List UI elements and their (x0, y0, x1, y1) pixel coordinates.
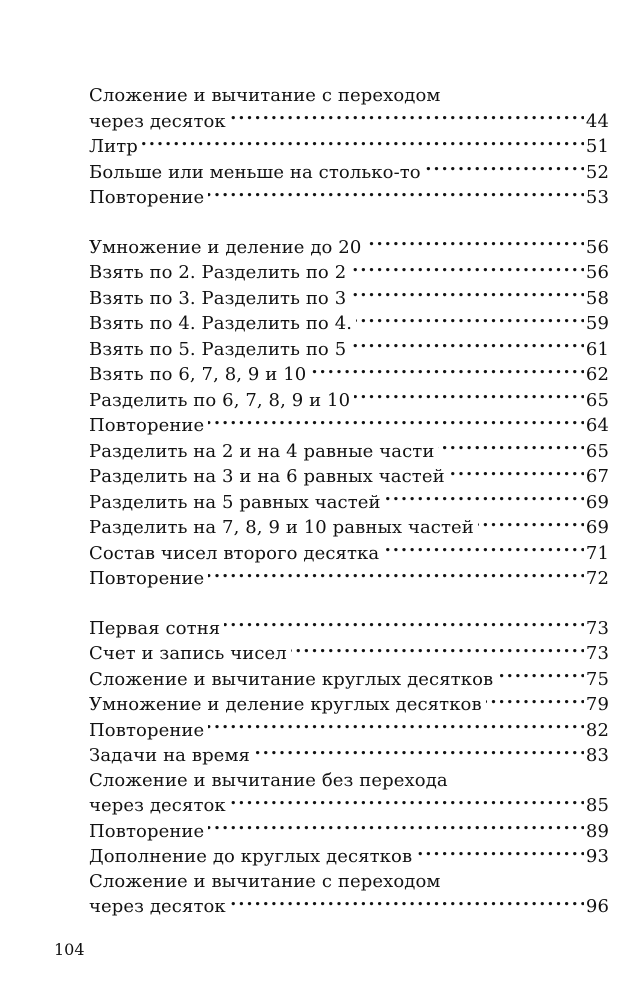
toc-entry-page: 58 (585, 287, 609, 309)
dot-leader (449, 464, 584, 482)
toc-line (89, 388, 609, 414)
toc-entry-title: Разделить по 6, 7, 8, 9 и 10 (89, 389, 351, 411)
toc-entry (89, 439, 609, 465)
toc-line (89, 464, 609, 490)
toc-entry-page: 85 (585, 795, 609, 816)
toc-entry-page: 51 (585, 136, 609, 157)
dot-leader (208, 566, 584, 584)
toc-line (89, 413, 609, 439)
toc-entry-page: 62 (585, 364, 609, 385)
toc-entry-title: Дополнение до круглых десятков (89, 846, 413, 867)
toc-line (89, 743, 609, 769)
toc-entry (89, 185, 609, 211)
dot-leader (497, 667, 584, 685)
toc-entry (89, 515, 609, 541)
toc-entry-page: 72 (585, 568, 609, 589)
toc-entry-title: Умножение и деление круглых десятков (89, 694, 482, 715)
toc-line (89, 641, 609, 667)
toc-entry-page: 89 (585, 820, 609, 842)
toc-entry (89, 616, 609, 642)
toc-entry (89, 160, 609, 186)
dot-leader (230, 793, 584, 811)
page-number: 104 (54, 940, 85, 959)
toc-line (89, 185, 609, 211)
dot-leader (291, 641, 584, 659)
toc-line (89, 362, 609, 388)
dot-leader (350, 337, 584, 355)
toc-entry (89, 541, 609, 567)
toc-entry (89, 362, 609, 388)
toc-line (89, 541, 609, 567)
toc-entry-page: 56 (585, 236, 609, 258)
toc-entry (89, 692, 609, 718)
toc-entry (89, 311, 609, 337)
dot-leader (230, 894, 584, 912)
toc-section (89, 84, 609, 211)
toc-entry-page: 96 (585, 896, 609, 917)
toc-entry (89, 337, 609, 363)
toc-line (89, 692, 609, 718)
dot-leader (208, 819, 584, 837)
toc-entry-title: Литр (89, 136, 138, 157)
toc-entry (89, 235, 609, 261)
dot-leader (208, 413, 584, 431)
toc-entry (89, 844, 609, 870)
toc-entry (89, 260, 609, 286)
toc-entry-title: Счет и запись чисел (89, 643, 287, 664)
toc-entry-page: 67 (585, 466, 609, 487)
toc-entry-title: Разделить на 7, 8, 9 и 10 равных частей (89, 517, 474, 538)
toc-line (89, 819, 609, 845)
toc-entry-page: 71 (585, 542, 609, 564)
toc-line (89, 793, 609, 819)
toc-entry (89, 819, 609, 845)
dot-leader (350, 260, 584, 278)
toc-line (89, 718, 609, 744)
toc-line (89, 667, 609, 693)
toc-entry-heading: Сложение и вычитание с переходом (89, 85, 441, 106)
toc-entry-page: 73 (585, 617, 609, 639)
toc-entry-page: 59 (585, 313, 609, 334)
toc-line (89, 235, 609, 261)
toc-entry (89, 413, 609, 439)
toc-entry-page: 65 (585, 440, 609, 462)
dot-leader (354, 388, 584, 406)
toc-entry-page: 75 (585, 668, 609, 690)
dot-leader (486, 692, 584, 710)
dot-leader (425, 160, 584, 178)
table-of-contents (89, 84, 609, 920)
toc-section (89, 616, 609, 920)
toc-entry-page: 83 (585, 745, 609, 766)
toc-line (89, 894, 609, 920)
toc-line (89, 160, 609, 186)
toc-entry-page: 69 (585, 491, 609, 513)
toc-entry-title: Повторение (89, 719, 205, 741)
toc-entry (89, 667, 609, 693)
toc-entry-title: Сложение и вычитание круглых десятков (89, 668, 494, 690)
toc-line (89, 286, 609, 312)
toc-entry-title: Разделить на 5 равных частей (89, 491, 381, 513)
toc-line (89, 515, 609, 541)
dot-leader (254, 743, 584, 761)
toc-line (89, 439, 609, 465)
toc-line (89, 490, 609, 516)
toc-line (89, 337, 609, 363)
toc-entry-title: Повторение (89, 415, 205, 436)
toc-entry (89, 566, 609, 592)
toc-entry-title: Повторение (89, 820, 205, 842)
toc-line (89, 109, 609, 135)
dot-leader (416, 844, 584, 862)
toc-entry-heading: Сложение и вычитание без перехода (89, 769, 448, 791)
toc-line (89, 134, 609, 160)
dot-leader (208, 185, 584, 203)
toc-entry-page: 73 (585, 643, 609, 664)
toc-entry-title: Взять по 3. Разделить по 3 (89, 287, 347, 309)
toc-entry (89, 641, 609, 667)
toc-entry (89, 388, 609, 414)
toc-entry-title: Первая сотня (89, 617, 221, 639)
toc-line (89, 260, 609, 286)
toc-entry-page: 52 (585, 161, 609, 183)
toc-entry-title: Повторение (89, 187, 205, 208)
toc-entry-title: Взять по 4. Разделить по 4. (89, 313, 353, 334)
toc-entry-title: Взять по 5. Разделить по 5 (89, 338, 347, 360)
toc-entry-title: Разделить на 3 и на 6 равных частей (89, 466, 445, 487)
toc-line (89, 844, 609, 870)
toc-entry-page: 61 (585, 338, 609, 360)
toc-entry-title: через десяток (89, 110, 226, 132)
toc-entry (89, 286, 609, 312)
toc-entry (89, 743, 609, 769)
toc-entry (89, 464, 609, 490)
dot-leader (478, 515, 584, 533)
toc-entry-title: Взять по 6, 7, 8, 9 и 10 (89, 364, 307, 385)
toc-entry (89, 769, 609, 819)
toc-entry-title: Задачи на время (89, 745, 250, 766)
dot-leader (230, 109, 584, 127)
toc-entry-page: 69 (585, 517, 609, 538)
dot-leader (385, 490, 584, 508)
toc-line (89, 311, 609, 337)
toc-entry-heading: Сложение и вычитание с переходом (89, 870, 441, 892)
toc-entry-page: 79 (585, 694, 609, 715)
dot-leader (224, 616, 584, 634)
toc-section (89, 235, 609, 592)
toc-entry (89, 718, 609, 744)
toc-entry-title: Умножение и деление до 20 (89, 236, 362, 258)
dot-leader (356, 311, 584, 329)
dot-leader (310, 362, 584, 380)
dot-leader (365, 235, 584, 253)
toc-entry (89, 490, 609, 516)
toc-entry-page: 65 (585, 389, 609, 411)
dot-leader (383, 541, 584, 559)
dot-leader (350, 286, 584, 304)
toc-entry (89, 84, 609, 134)
toc-entry (89, 134, 609, 160)
toc-line (89, 566, 609, 592)
toc-entry-page: 82 (585, 719, 609, 741)
toc-entry (89, 870, 609, 920)
dot-leader (438, 439, 583, 457)
dot-leader (208, 718, 584, 736)
toc-line (89, 616, 609, 642)
toc-entry-page: 64 (585, 415, 609, 436)
toc-entry-title: Больше или меньше на столько-то (89, 161, 421, 183)
toc-entry-title: Состав чисел второго десятка (89, 542, 380, 564)
toc-entry-title: Взять по 2. Разделить по 2 (89, 262, 347, 283)
toc-entry-title: Разделить на 2 и на 4 равные части (89, 440, 435, 462)
toc-entry-page: 93 (585, 846, 609, 867)
toc-entry-page: 53 (585, 187, 609, 208)
toc-entry-title: через десяток (89, 896, 226, 917)
dot-leader (142, 134, 584, 152)
toc-entry-page: 44 (585, 110, 609, 132)
toc-entry-title: Повторение (89, 568, 205, 589)
toc-entry-page: 56 (585, 262, 609, 283)
toc-entry-title: через десяток (89, 795, 226, 816)
